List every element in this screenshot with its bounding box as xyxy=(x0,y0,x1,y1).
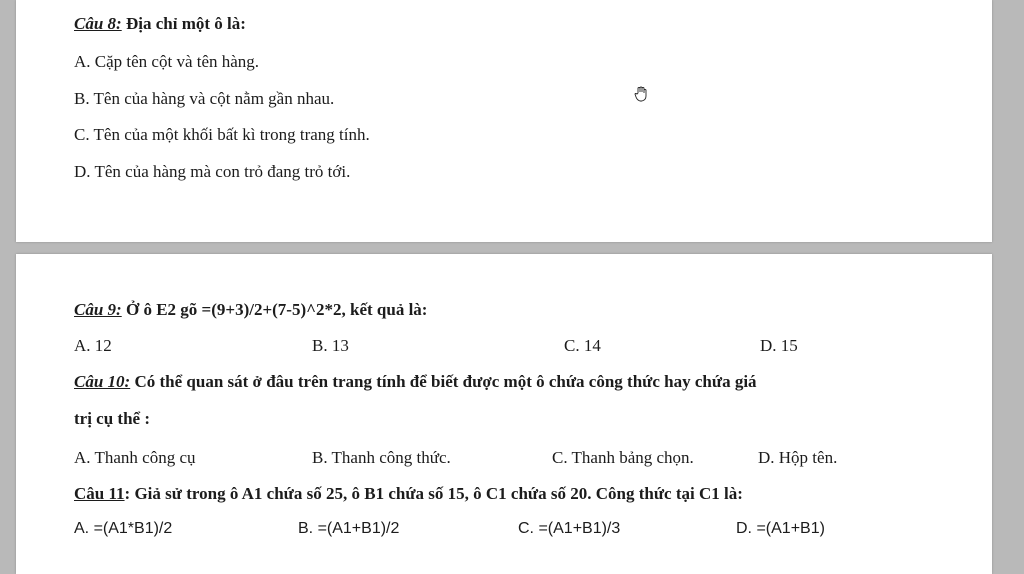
question-10-label: Câu 10: xyxy=(74,372,131,391)
question-10 xyxy=(74,372,757,392)
question-8-label: Câu 8: xyxy=(74,14,122,33)
question-8-text: Địa chỉ một ô là: xyxy=(121,14,246,33)
question-8-option-a: A. Cặp tên cột và tên hàng. xyxy=(74,52,260,71)
question-11-option-d: D. =(A1+B1) xyxy=(736,520,825,537)
question-9-option-d: D. 15 xyxy=(760,336,798,355)
question-11-label: Câu 11 xyxy=(74,484,125,503)
question-8-option-c: C. Tên của một khối bất kì trong trang tính. xyxy=(74,125,370,144)
question-10-text: Có thể quan sát ở đâu trên trang tính để biết được một ô chứa công thức hay chứa giá xyxy=(130,372,757,391)
question-10-option-b: B. Thanh công thức. xyxy=(312,448,451,467)
question-11-option-b: B. =(A1+B1)/2 xyxy=(298,520,400,537)
question-8-option-b: B. Tên của hàng và cột nằm gần nhau. xyxy=(74,89,335,108)
question-10-option-d: D. Hộp tên. xyxy=(758,448,838,467)
question-9-option-b: B. 13 xyxy=(312,336,349,355)
question-9-option-a: A. 12 xyxy=(74,336,112,355)
question-11-option-c: C. =(A1+B1)/3 xyxy=(518,520,621,537)
question-8 xyxy=(74,14,246,34)
document-page-2 xyxy=(16,254,992,574)
question-11-text: : Giả sử trong ô A1 chứa số 25, ô B1 chứa số 15, ô C1 chứa số 20. Công thức tại C1 là: xyxy=(124,484,743,503)
question-9-option-c: C. 14 xyxy=(564,336,601,355)
question-8-option-d: D. Tên của hàng mà con trỏ đang trỏ tới. xyxy=(74,162,351,181)
question-10-option-a: A. Thanh công cụ xyxy=(74,448,196,467)
hand-cursor-icon xyxy=(634,86,648,102)
question-9-text: Ở ô E2 gõ =(9+3)/2+(7-5)^2*2, kết quả là: xyxy=(121,300,428,319)
question-9-label: Câu 9: xyxy=(74,300,122,319)
question-10-option-c: C. Thanh bảng chọn. xyxy=(552,448,694,467)
question-11-option-a: A. =(A1*B1)/2 xyxy=(74,520,173,537)
question-11 xyxy=(74,484,743,504)
question-9 xyxy=(74,300,427,320)
question-10-text-continued: trị cụ thể : xyxy=(74,409,151,428)
document-page-1 xyxy=(16,0,992,242)
